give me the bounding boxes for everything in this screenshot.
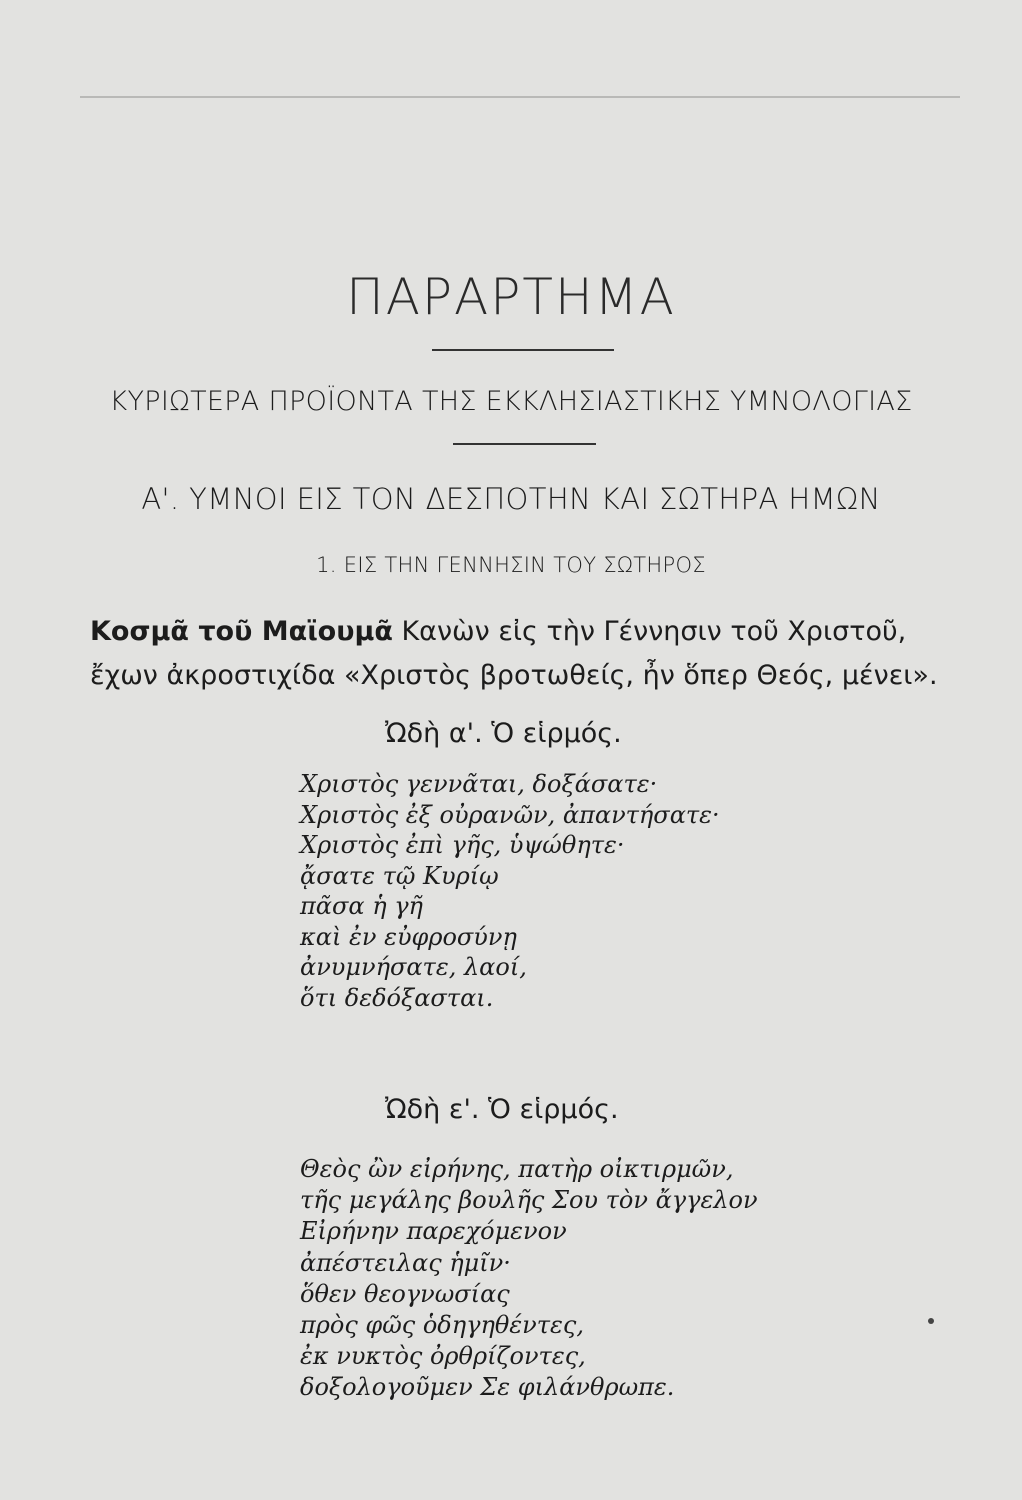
verse-line: ὅθεν θεογνωσίας — [300, 1279, 510, 1308]
intro-line-1 — [90, 610, 970, 654]
page-title: ΠΑΡΑΡΤΗΜΑ — [346, 268, 676, 326]
verse-line: ἀπέστειλας ἡμῖν· — [300, 1248, 511, 1277]
verse-line: Θεὸς ὢν εἰρήνης, πατὴρ οἰκτιρμῶν, — [300, 1155, 734, 1183]
verse-line: ᾄσατε τῷ Κυρίῳ — [300, 861, 499, 890]
verse-line: δοξολογοῦμεν Σε φιλάνθρωπε. — [300, 1373, 675, 1402]
title-divider — [432, 349, 614, 351]
ode-heading: Ὠδὴ ε'. Ὁ εἱρμός. — [385, 1094, 619, 1125]
verse-line: πρὸς φῶς ὁδηγηθέντες, — [300, 1311, 584, 1340]
intro-line-1-rest: Κανὼν εἰς τὴν Γέννησιν τοῦ Χριστοῦ, — [392, 616, 907, 647]
verse-line: ὅτι δεδόξασται. — [300, 983, 494, 1012]
verse-line: τῆς μεγάλης βουλῆς Σου τὸν ἄγγελον — [300, 1186, 758, 1215]
verse-line: Χριστὸς ἐξ οὐρανῶν, ἀπαντήσατε· — [300, 800, 720, 829]
verse-line: ἀνυμνήσατε, λαοί, — [300, 953, 527, 981]
intro-line-2: ἔχων ἀκροστιχίδα «Χριστὸς βροτωθείς, ἦν ὅπερ Θεός, μένει». — [90, 660, 938, 691]
verse-line: ἐκ νυκτὸς ὀρθρίζοντες, — [300, 1342, 586, 1371]
verse-line: πᾶσα ἡ γῆ — [300, 892, 423, 920]
hymn-intro — [90, 610, 970, 698]
subtitle-divider — [453, 443, 596, 445]
header-rule — [80, 96, 960, 98]
section-heading: Α'. ΥΜΝΟΙ ΕΙΣ ΤΟΝ ΔΕΣΠΟΤΗΝ ΚΑΙ ΣΩΤΗΡΑ ΗΜΩΝ — [141, 482, 881, 516]
hymn-author: Κοσμᾶ τοῦ Μαϊουμᾶ — [90, 616, 393, 647]
ode-stanza — [300, 769, 720, 1013]
verse-line: Χριστὸς γεννᾶται, δοξάσατε· — [300, 770, 658, 798]
page-subtitle: ΚΥΡΙΩΤΕΡΑ ΠΡΟΪΟΝΤΑ ΤΗΣ ΕΚΚΛΗΣΙΑΣΤΙΚΗΣ ΥΜΝΟΛΟΓΙΑΣ — [109, 386, 913, 417]
ode-stanza — [300, 1154, 758, 1404]
subsection-heading: 1. ΕΙΣ ΤΗΝ ΓΕΝΝΗΣΙΝ ΤΟΥ ΣΩΤΗΡΟΣ — [316, 553, 706, 577]
ink-speck — [928, 1318, 934, 1324]
verse-line: Χριστὸς ἐπὶ γῆς, ὑψώθητε· — [300, 831, 625, 859]
verse-line: Εἰρήνην παρεχόμενον — [300, 1217, 567, 1246]
verse-line: καὶ ἐν εὐφροσύνῃ — [300, 922, 517, 951]
ode-heading: Ὠδὴ α'. Ὁ εἱρμός. — [385, 718, 622, 749]
